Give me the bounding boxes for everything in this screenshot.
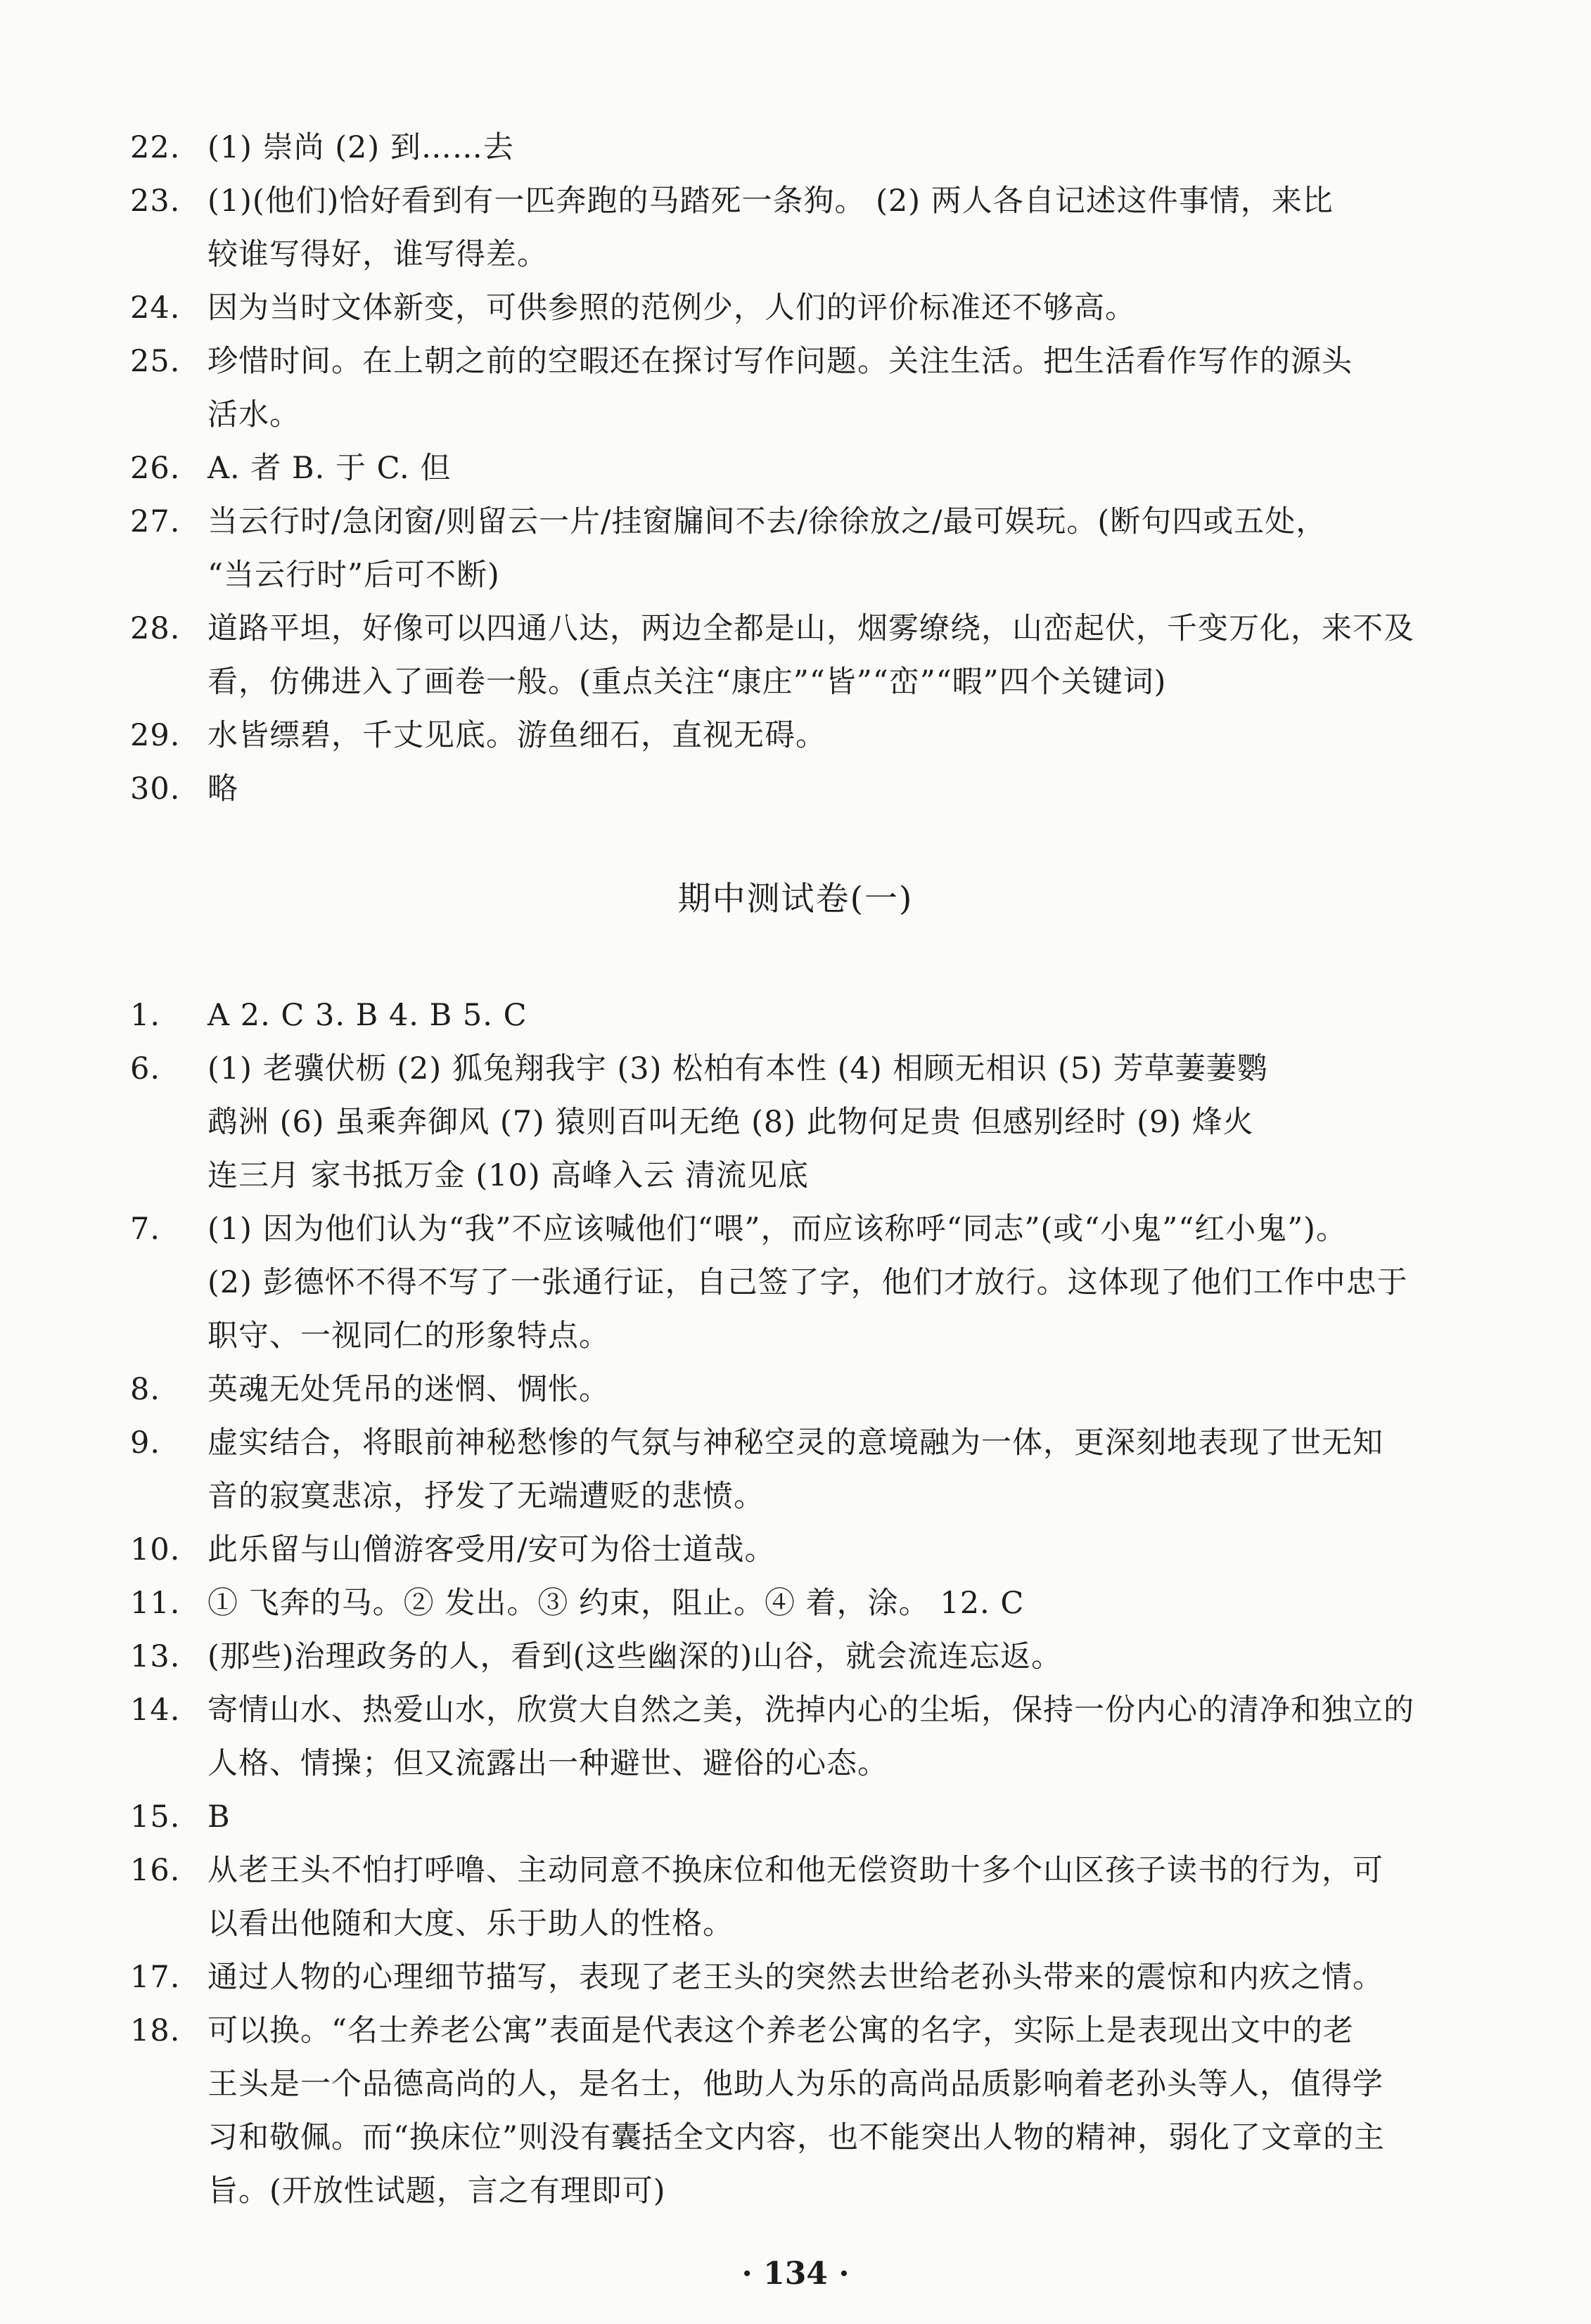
item-number: 30. (130, 771, 181, 807)
answer-item (130, 174, 1470, 281)
item-text: 水皆缥碧，千丈见底。游鱼细石，直视无碍。 (207, 718, 826, 753)
item-number: 17. (130, 1960, 181, 1995)
item-number: 25. (130, 344, 181, 379)
item-number: 13. (130, 1639, 181, 1674)
item-text: (那些)治理政务的人，看到(这些幽深的)山谷，就会流连忘返。 (207, 1639, 1063, 1674)
item-text: A 2. C 3. B 4. B 5. C (207, 998, 528, 1033)
item-text: 虚实结合，将眼前神秘愁惨的气氛与神秘空灵的意境融为一体，更深刻地表现了世无知 (207, 1425, 1384, 1460)
item-number: 1. (130, 998, 161, 1033)
item-text: 活水。 (207, 397, 300, 432)
answer-item (130, 989, 1470, 1042)
item-number: 16. (130, 1853, 181, 1888)
item-number: 26. (130, 451, 181, 486)
answer-item (130, 762, 1470, 816)
item-text: (1) 老骥伏枥 (2) 狐兔翔我宇 (3) 松柏有本性 (4) 相顾无相识 (5) 芳草萋萋鹦 (207, 1051, 1268, 1086)
answer-item (130, 281, 1470, 335)
item-text: 通过人物的心理细节描写，表现了老王头的突然去世给老孙头带来的震惊和内疚之情。 (207, 1960, 1384, 1995)
item-text: 因为当时文体新变，可供参照的范例少，人们的评价标准还不够高。 (207, 290, 1136, 326)
answer-item (130, 1951, 1470, 2004)
item-text: 旨。(开放性试题，言之有理即可) (207, 2174, 666, 2209)
item-number: 9. (130, 1425, 161, 1460)
answer-item (130, 335, 1470, 442)
item-text: 习和敬佩。而“换床位”则没有囊括全文内容，也不能突出人物的精神，弱化了文章的主 (207, 2120, 1385, 2155)
item-number: 24. (130, 290, 181, 326)
item-text: 连三月 家书抵万金 (10) 高峰入云 清流见底 (207, 1158, 809, 1193)
item-text: 以看出他随和大度、乐于助人的性格。 (207, 1906, 734, 1941)
answer-item (130, 1844, 1470, 1951)
item-number: 7. (130, 1212, 161, 1247)
answer-item (130, 2004, 1470, 2218)
item-text: ① 飞奔的马。② 发出。③ 约束，阻止。④ 着，涂。 12. C (207, 1586, 1025, 1621)
item-text: 鹉洲 (6) 虽乘奔御风 (7) 猿则百叫无绝 (8) 此物何足贵 但感别经时 (9) 烽火 (207, 1105, 1254, 1140)
answer-section-1 (130, 121, 1470, 816)
item-text: 英魂无处凭吊的迷惘、惆怅。 (207, 1372, 610, 1407)
item-text: (1) 因为他们认为“我”不应该喊他们“喂”，而应该称呼“同志”(或“小鬼”“红小鬼”)。 (207, 1212, 1347, 1247)
item-text: 此乐留与山僧游客受用/安可为俗士道哉。 (207, 1532, 776, 1567)
item-text: 音的寂寞悲凉，抒发了无端遭贬的悲愤。 (207, 1479, 765, 1514)
item-number: 14. (130, 1693, 181, 1728)
answer-item (130, 1630, 1470, 1683)
page-number: · 134 · (741, 2256, 850, 2292)
section-heading: 期中测试卷(一) (677, 880, 914, 918)
item-text: (1)(他们)恰好看到有一匹奔跑的马踏死一条狗。 (2) 两人各自记述这件事情，来比 (207, 184, 1334, 219)
item-text: 寄情山水、热爱山水，欣赏大自然之美，洗掉内心的尘垢，保持一份内心的清净和独立的 (207, 1693, 1414, 1728)
answer-item (130, 602, 1470, 709)
item-text: 略 (207, 771, 238, 807)
answer-item (130, 709, 1470, 762)
item-number: 15. (130, 1799, 181, 1835)
item-text: 王头是一个品德高尚的人，是名士，他助人为乐的高尚品质影响着老孙头等人，值得学 (207, 2067, 1384, 2102)
item-text: 道路平坦，好像可以四通八达，两边全都是山，烟雾缭绕，山峦起伏，千变万化，来不及 (207, 611, 1414, 646)
answer-item (130, 1042, 1470, 1202)
item-text: 珍惜时间。在上朝之前的空暇还在探讨写作问题。关注生活。把生活看作写作的源头 (207, 344, 1353, 379)
item-number: 18. (130, 2013, 181, 2048)
item-number: 11. (130, 1586, 181, 1621)
answer-item (130, 495, 1470, 602)
answer-item (130, 1363, 1470, 1416)
item-number: 8. (130, 1372, 161, 1407)
answer-section-2 (130, 989, 1470, 2218)
answer-item (130, 1683, 1470, 1790)
answer-item (130, 1790, 1470, 1844)
item-text: 看，仿佛进入了画卷一般。(重点关注“康庄”“皆”“峦”“暇”四个关键词) (207, 665, 1167, 700)
item-number: 10. (130, 1532, 181, 1567)
item-number: 28. (130, 611, 181, 646)
item-number: 29. (130, 718, 181, 753)
item-text: A. 者 B. 于 C. 但 (207, 451, 452, 486)
answer-item (130, 1202, 1470, 1363)
item-text: 职守、一视同仁的形象特点。 (207, 1318, 610, 1354)
answer-item (130, 1523, 1470, 1577)
item-text: 较谁写得好，谁写得差。 (207, 237, 548, 272)
answer-item (130, 1577, 1470, 1630)
answer-item (130, 442, 1470, 495)
item-text: (1) 崇尚 (2) 到……去 (207, 130, 514, 165)
item-number: 22. (130, 130, 181, 165)
item-number: 23. (130, 184, 181, 219)
item-text: 从老王头不怕打呼噜、主动同意不换床位和他无偿资助十多个山区孩子读书的行为，可 (207, 1853, 1384, 1888)
answer-item (130, 1416, 1470, 1523)
item-text: B (207, 1799, 231, 1835)
answer-item (130, 121, 1470, 174)
item-number: 6. (130, 1051, 161, 1086)
item-text: 当云行时/急闭窗/则留云一片/挂窗牖间不去/徐徐放之/最可娱玩。(断句四或五处， (207, 504, 1327, 539)
item-number: 27. (130, 504, 181, 539)
item-text: “当云行时”后可不断) (207, 558, 500, 593)
item-text: (2) 彭德怀不得不写了一张通行证，自己签了字，他们才放行。这体现了他们工作中忠于 (207, 1265, 1408, 1300)
item-text: 可以换。“名士养老公寓”表面是代表这个养老公寓的名字，实际上是表现出文中的老 (207, 2013, 1354, 2048)
item-text: 人格、情操；但又流露出一种避世、避俗的心态。 (207, 1746, 888, 1781)
